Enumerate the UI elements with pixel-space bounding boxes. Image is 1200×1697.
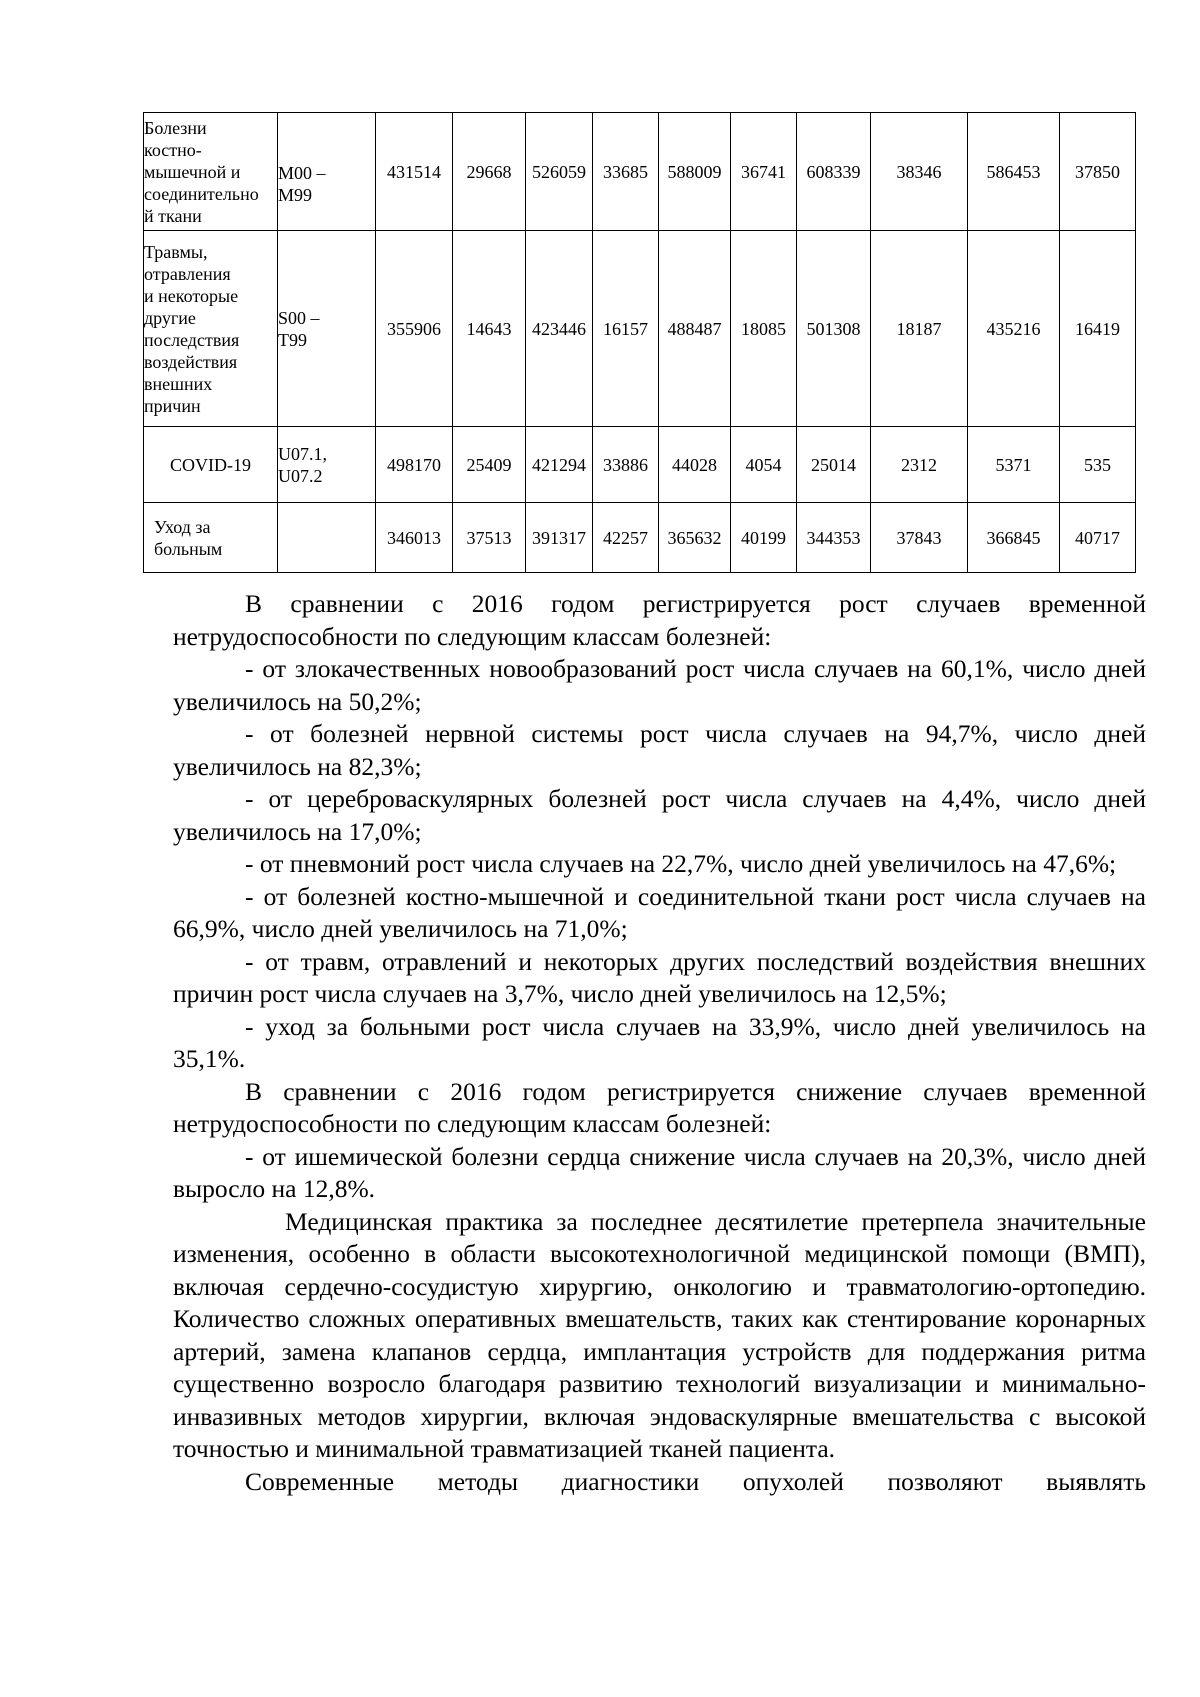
value-cell: 16157: [593, 231, 659, 427]
value-cell: 423446: [526, 231, 593, 427]
value-cell: 501308: [797, 231, 871, 427]
table-row: [144, 427, 1136, 503]
value-cell: 25409: [453, 427, 526, 503]
value-cell: 16419: [1060, 231, 1136, 427]
icd-code-cell: M00 – M99: [278, 113, 376, 231]
list-item: - от пневмоний рост числа случаев на 22,7%, число дней увеличилось на 47,6%;: [245, 849, 1117, 878]
value-cell: 2312: [871, 427, 968, 503]
value-cell: 14643: [453, 231, 526, 427]
body-text: [173, 588, 1146, 1498]
morbidity-table: [143, 112, 1136, 573]
value-cell: 608339: [797, 113, 871, 231]
value-cell: 421294: [526, 427, 593, 503]
value-cell: 526059: [526, 113, 593, 231]
value-cell: 344353: [797, 503, 871, 573]
value-cell: 33685: [593, 113, 659, 231]
table-row: [144, 113, 1136, 231]
disease-class-cell: Болезни костно- мышечной и соединительно й ткани: [144, 113, 278, 231]
table-row: [144, 503, 1136, 573]
value-cell: 37513: [453, 503, 526, 573]
icd-code-cell: U07.1, U07.2: [278, 427, 376, 503]
value-cell: 4054: [731, 427, 797, 503]
value-cell: 40717: [1060, 503, 1136, 573]
value-cell: 38346: [871, 113, 968, 231]
value-cell: 40199: [731, 503, 797, 573]
value-cell: 355906: [376, 231, 453, 427]
list-item: - от травм, отравлений и некоторых других последствий воздействия внешних причин рост числа случаев на 3,7%, число дней увеличилось на 12,5%;: [173, 946, 1146, 1008]
paragraph: В сравнении с 2016 годом регистрируется рост случаев временной нетрудоспособности по следующим классам болезней:: [173, 589, 1146, 651]
value-cell: 44028: [659, 427, 731, 503]
value-cell: 5371: [968, 427, 1060, 503]
list-item: - от цереброваскулярных болезней рост числа случаев на 4,4%, число дней увеличилось на 17,0%;: [173, 784, 1146, 846]
list-item: - уход за больными рост числа случаев на 33,9%, число дней увеличилось на 35,1%.: [173, 1011, 1146, 1073]
value-cell: 365632: [659, 503, 731, 573]
list-item: - от болезней нервной системы рост числа случаев на 94,7%, число дней увеличилось на 82,3%;: [173, 719, 1146, 781]
value-cell: 37850: [1060, 113, 1136, 231]
value-cell: 586453: [968, 113, 1060, 231]
value-cell: 18187: [871, 231, 968, 427]
value-cell: 25014: [797, 427, 871, 503]
value-cell: 588009: [659, 113, 731, 231]
disease-class-cell: COVID-19: [144, 427, 278, 503]
paragraph: Медицинская практика за последнее десятилетие претерпела значительные изменения, особенно в области высокотехнологичной медицинской помощи (ВМП), включая сердечно-сосудистую хирургию, онкологию и травматологию-ортопедию. Количество сложных оперативных вмешательств, таких как стентирование коронарных артерий, замена клапанов сердца, имплантация устройств для поддержания ритма существенно возросло благодаря развитию технологий визуализации и минимально-инвазивных методов хирургии, включая эндоваскулярные вмешательства с высокой точностью и минимальной травматизацией тканей пациента.: [173, 1206, 1146, 1463]
icd-code-cell: S00 – T99: [278, 231, 376, 427]
value-cell: 42257: [593, 503, 659, 573]
paragraph: В сравнении с 2016 годом регистрируется снижение случаев временной нетрудоспособности по следующим классам болезней:: [173, 1076, 1146, 1138]
value-cell: 37843: [871, 503, 968, 573]
value-cell: 18085: [731, 231, 797, 427]
icd-code-cell: [278, 503, 376, 573]
value-cell: 36741: [731, 113, 797, 231]
value-cell: 346013: [376, 503, 453, 573]
value-cell: 488487: [659, 231, 731, 427]
value-cell: 435216: [968, 231, 1060, 427]
list-item: - от злокачественных новообразований рост числа случаев на 60,1%, число дней увеличилось на 50,2%;: [173, 654, 1146, 716]
disease-class-cell: Уход за больным: [144, 503, 278, 573]
value-cell: 33886: [593, 427, 659, 503]
list-item: - от ишемической болезни сердца снижение числа случаев на 20,3%, число дней выросло на 12,8%.: [173, 1141, 1146, 1203]
value-cell: 366845: [968, 503, 1060, 573]
disease-class-cell: Травмы, отравления и некоторые другие последствия воздействия внешних причин: [144, 231, 278, 427]
table-row: [144, 231, 1136, 427]
list-item: - от болезней костно-мышечной и соединительной ткани рост числа случаев на 66,9%, число дней увеличилось на 71,0%;: [173, 881, 1146, 943]
value-cell: 498170: [376, 427, 453, 503]
value-cell: 391317: [526, 503, 593, 573]
value-cell: 535: [1060, 427, 1136, 503]
value-cell: 29668: [453, 113, 526, 231]
paragraph: Современные методы диагностики опухолей позволяют выявлять: [245, 1466, 1146, 1496]
value-cell: 431514: [376, 113, 453, 231]
